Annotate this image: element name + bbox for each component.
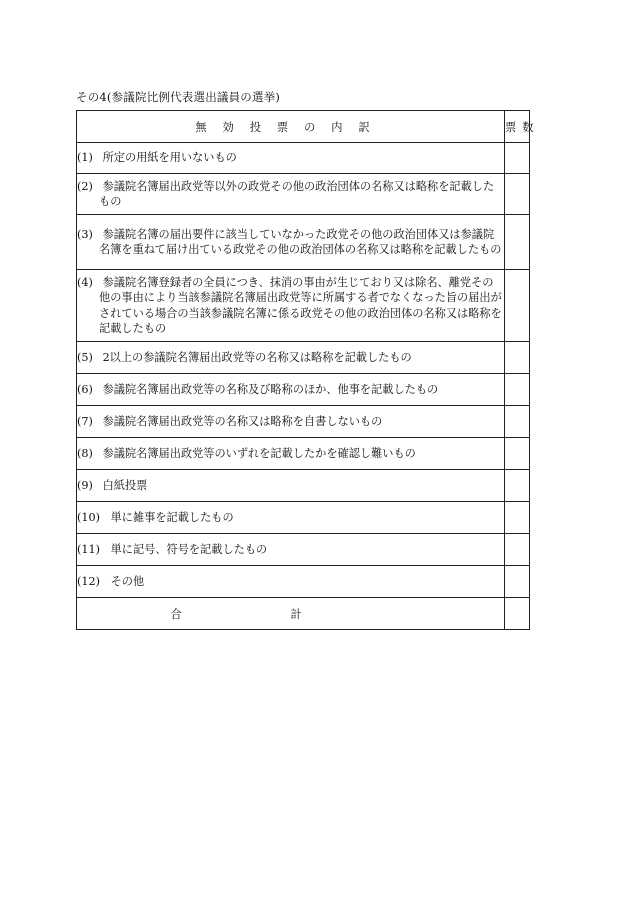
row-number: (12) — [77, 574, 100, 588]
row-label — [77, 342, 505, 374]
table-row — [77, 470, 530, 502]
table-row — [77, 174, 530, 215]
row-text: 参議院名簿届出政党等の名称及び略称のほか、他事を記載したもの — [102, 382, 439, 396]
row-label — [77, 374, 505, 406]
row-label — [77, 438, 505, 470]
vote-count-cell[interactable] — [505, 470, 530, 502]
document-title: その4(参議院比例代表選出議員の選挙) — [76, 90, 281, 104]
row-text: 参議院名簿届出政党等の名称又は略称を自書しないもの — [102, 414, 383, 428]
row-text: 参議院名簿届出政党等以外の政党その他の政治団体の名称又は略称を記載したもの — [99, 179, 495, 208]
table-row — [77, 566, 530, 598]
table-row — [77, 342, 530, 374]
table-row — [77, 270, 530, 342]
row-text: 単に雑事を記載したもの — [110, 510, 234, 524]
table-row — [77, 534, 530, 566]
row-number: (5) — [77, 350, 93, 364]
invalid-votes-table — [76, 110, 540, 630]
row-number: (4) — [77, 275, 93, 289]
vote-count-cell[interactable] — [505, 502, 530, 534]
row-label — [77, 174, 505, 215]
total-label-left: 合 — [170, 607, 182, 621]
vote-count-cell[interactable] — [505, 215, 530, 270]
vote-count-cell[interactable] — [505, 342, 530, 374]
row-label — [77, 406, 505, 438]
table-row — [77, 215, 530, 270]
vote-count-cell[interactable] — [505, 534, 530, 566]
row-label — [77, 566, 505, 598]
table-row — [77, 374, 530, 406]
row-text: 参議院名簿の届出要件に該当していなかった政党その他の政治団体又は参議院名簿を重ねて届け出ている政党その他の政治団体の名称又は略称を記載したもの — [99, 227, 502, 256]
header-count: 票数 — [505, 111, 530, 143]
total-label-right: 計 — [290, 607, 302, 621]
table-row — [77, 502, 530, 534]
row-text: 単に記号、符号を記載したもの — [110, 542, 268, 556]
row-number: (1) — [77, 151, 93, 165]
vote-count-cell[interactable] — [505, 374, 530, 406]
row-text: 参議院名簿登録者の全員につき、抹消の事由が生じており又は除名、離党その他の事由により当該参議院名簿届出政党等に所属する者でなくなった旨の届出がされている場合の当該参議院名簿に係る政党その他の政治団体の名称又は略称を記載したもの — [99, 275, 502, 335]
vote-count-cell[interactable] — [505, 270, 530, 342]
row-number: (10) — [77, 510, 100, 524]
row-label — [77, 143, 505, 174]
row-number: (7) — [77, 414, 93, 428]
total-label — [77, 598, 505, 630]
table-row — [77, 406, 530, 438]
row-label — [77, 470, 505, 502]
row-text: その他 — [110, 574, 145, 588]
vote-count-cell[interactable] — [505, 566, 530, 598]
row-number: (3) — [77, 227, 93, 241]
row-label — [77, 534, 505, 566]
total-row — [77, 598, 530, 630]
row-text: 2以上の参議院名簿届出政党等の名称又は略称を記載したもの — [102, 350, 412, 364]
table-row — [77, 143, 530, 174]
header-content — [77, 111, 505, 143]
row-text: 所定の用紙を用いないもの — [102, 151, 237, 165]
table-header-row — [77, 111, 530, 143]
row-number: (9) — [77, 478, 93, 492]
row-number: (6) — [77, 382, 93, 396]
row-text: 白紙投票 — [102, 478, 148, 492]
row-label — [77, 270, 505, 342]
row-number: (8) — [77, 446, 93, 460]
row-label — [77, 502, 505, 534]
vote-count-cell[interactable] — [505, 143, 530, 174]
row-label — [77, 215, 505, 270]
row-number: (11) — [77, 542, 100, 556]
row-number: (2) — [77, 179, 93, 193]
table-row — [77, 438, 530, 470]
total-count-cell[interactable] — [505, 598, 530, 630]
row-text: 参議院名簿届出政党等のいずれを記載したかを確認し難いもの — [102, 446, 416, 460]
vote-count-cell[interactable] — [505, 406, 530, 438]
vote-count-cell[interactable] — [505, 174, 530, 215]
header-content-label: 無効投票の内訳 — [195, 120, 386, 134]
vote-count-cell[interactable] — [505, 438, 530, 470]
